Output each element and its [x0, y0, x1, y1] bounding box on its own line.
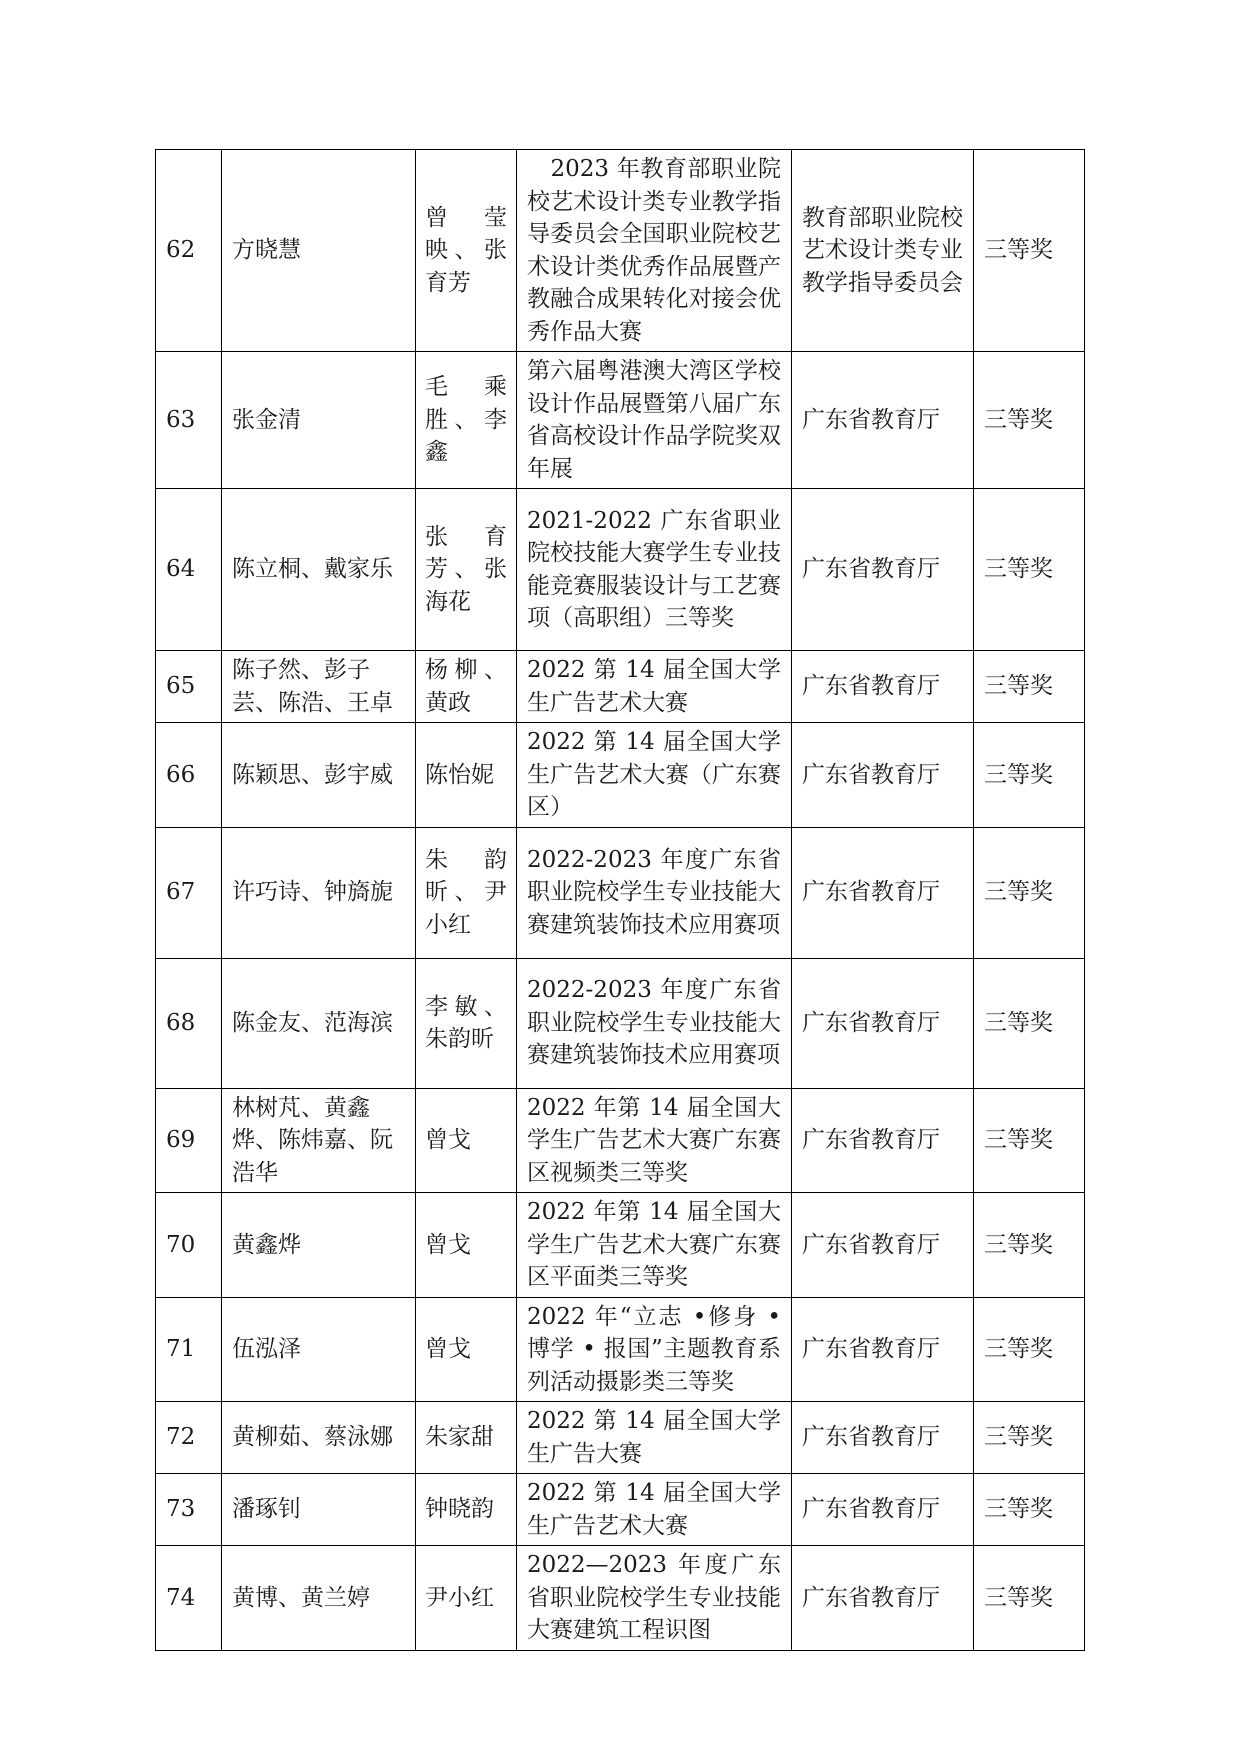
row-number: 69 [156, 1088, 222, 1193]
organizer-name: 广东省教育厅 [792, 723, 974, 828]
award-level: 三等奖 [974, 958, 1085, 1088]
organizer-name: 广东省教育厅 [792, 827, 974, 958]
tutor-names: 张 育芳、张海花 [416, 489, 517, 651]
table-row [156, 1402, 1085, 1474]
award-level: 三等奖 [974, 1193, 1085, 1298]
award-level: 三等奖 [974, 723, 1085, 828]
award-level: 三等奖 [974, 1474, 1085, 1546]
tutor-names: 毛 乘胜、李鑫 [416, 352, 517, 489]
row-number: 73 [156, 1474, 222, 1546]
tutor-names: 曾戈 [416, 1193, 517, 1298]
winner-names: 潘琢钊 [222, 1474, 416, 1546]
table-row [156, 1546, 1085, 1651]
competition-name: 2021-2022 广东省职业院校技能大赛学生专业技能竞赛服装设计与工艺赛项（高职组）三等奖 [517, 489, 792, 651]
organizer-name: 广东省教育厅 [792, 1193, 974, 1298]
organizer-name: 广东省教育厅 [792, 651, 974, 723]
award-level: 三等奖 [974, 489, 1085, 651]
table-row [156, 723, 1085, 828]
tutor-names: 曾戈 [416, 1297, 517, 1402]
awards-table [155, 149, 1085, 1651]
row-number: 63 [156, 352, 222, 489]
award-level: 三等奖 [974, 352, 1085, 489]
competition-name: 2022 年“立志 •修身 •博学 • 报国”主题教育系列活动摄影类三等奖 [517, 1297, 792, 1402]
competition-name: 2022—2023 年度广东省职业院校学生专业技能大赛建筑工程识图 [517, 1546, 792, 1651]
competition-name: 2023 年教育部职业院校艺术设计类专业教学指导委员会全国职业院校艺术设计类优秀作品展暨产教融合成果转化对接会优秀作品大赛 [517, 150, 792, 352]
winner-names: 陈颖思、彭宇威 [222, 723, 416, 828]
award-level: 三等奖 [974, 150, 1085, 352]
table-row [156, 1474, 1085, 1546]
tutor-names: 朱 韵昕、尹小红 [416, 827, 517, 958]
winner-names: 许巧诗、钟旖旎 [222, 827, 416, 958]
tutor-names: 曾 莹映、张育芳 [416, 150, 517, 352]
organizer-name: 广东省教育厅 [792, 489, 974, 651]
table-row [156, 958, 1085, 1088]
organizer-name: 广东省教育厅 [792, 1402, 974, 1474]
table-row [156, 1297, 1085, 1402]
tutor-names: 杨柳、黄政 [416, 651, 517, 723]
competition-name: 2022-2023 年度广东省职业院校学生专业技能大赛建筑装饰技术应用赛项 [517, 958, 792, 1088]
award-level: 三等奖 [974, 1546, 1085, 1651]
row-number: 68 [156, 958, 222, 1088]
winner-names: 陈子然、彭子芸、陈浩、王卓 [222, 651, 416, 723]
competition-name: 2022 第 14 届全国大学生广告艺术大赛 [517, 1474, 792, 1546]
organizer-name: 广东省教育厅 [792, 352, 974, 489]
table-row [156, 1193, 1085, 1298]
winner-names: 陈立桐、戴家乐 [222, 489, 416, 651]
winner-names: 张金清 [222, 352, 416, 489]
organizer-name: 广东省教育厅 [792, 1546, 974, 1651]
competition-name: 第六届粤港澳大湾区学校设计作品展暨第八届广东省高校设计作品学院奖双年展 [517, 352, 792, 489]
competition-name: 2022-2023 年度广东省职业院校学生专业技能大赛建筑装饰技术应用赛项 [517, 827, 792, 958]
row-number: 72 [156, 1402, 222, 1474]
tutor-names: 陈怡妮 [416, 723, 517, 828]
table-row [156, 1088, 1085, 1193]
row-number: 70 [156, 1193, 222, 1298]
competition-name: 2022 年第 14 届全国大学生广告艺术大赛广东赛区平面类三等奖 [517, 1193, 792, 1298]
organizer-name: 广东省教育厅 [792, 1088, 974, 1193]
table-row [156, 352, 1085, 489]
award-level: 三等奖 [974, 827, 1085, 958]
competition-name: 2022 第 14 届全国大学生广告艺术大赛 [517, 651, 792, 723]
organizer-name: 广东省教育厅 [792, 958, 974, 1088]
award-level: 三等奖 [974, 1402, 1085, 1474]
row-number: 65 [156, 651, 222, 723]
row-number: 66 [156, 723, 222, 828]
winner-names: 伍泓泽 [222, 1297, 416, 1402]
tutor-names: 曾戈 [416, 1088, 517, 1193]
competition-name: 2022 第 14 届全国大学生广告艺术大赛（广东赛区） [517, 723, 792, 828]
award-level: 三等奖 [974, 1088, 1085, 1193]
tutor-names: 李敏、朱韵昕 [416, 958, 517, 1088]
winner-names: 林树芃、黄鑫烨、陈炜嘉、阮浩华 [222, 1088, 416, 1193]
organizer-name: 广东省教育厅 [792, 1297, 974, 1402]
row-number: 64 [156, 489, 222, 651]
winner-names: 黄博、黄兰婷 [222, 1546, 416, 1651]
organizer-name: 广东省教育厅 [792, 1474, 974, 1546]
winner-names: 方晓慧 [222, 150, 416, 352]
table-row [156, 489, 1085, 651]
tutor-names: 钟晓韵 [416, 1474, 517, 1546]
table-row [156, 827, 1085, 958]
row-number: 62 [156, 150, 222, 352]
competition-name: 2022 第 14 届全国大学生广告大赛 [517, 1402, 792, 1474]
row-number: 74 [156, 1546, 222, 1651]
winner-names: 陈金友、范海滨 [222, 958, 416, 1088]
tutor-names: 尹小红 [416, 1546, 517, 1651]
table-row [156, 651, 1085, 723]
award-level: 三等奖 [974, 1297, 1085, 1402]
tutor-names: 朱家甜 [416, 1402, 517, 1474]
winner-names: 黄柳茹、蔡泳娜 [222, 1402, 416, 1474]
winner-names: 黄鑫烨 [222, 1193, 416, 1298]
competition-name: 2022 年第 14 届全国大学生广告艺术大赛广东赛区视频类三等奖 [517, 1088, 792, 1193]
table-row [156, 150, 1085, 352]
awards-table-body [156, 150, 1085, 1651]
row-number: 71 [156, 1297, 222, 1402]
organizer-name: 教育部职业院校艺术设计类专业教学指导委员会 [792, 150, 974, 352]
row-number: 67 [156, 827, 222, 958]
award-level: 三等奖 [974, 651, 1085, 723]
